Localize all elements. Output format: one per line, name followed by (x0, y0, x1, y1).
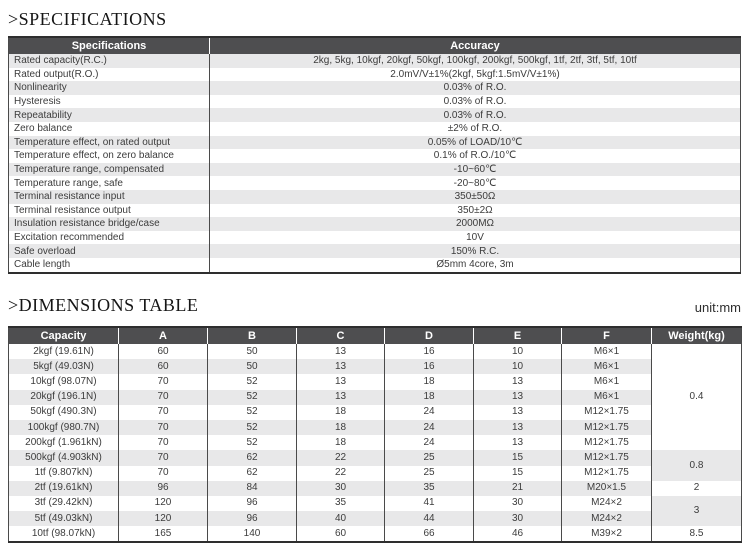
dim-f-cell: M24×2 (562, 496, 652, 511)
dim-e-cell: 13 (474, 374, 562, 389)
spec-name-cell: Excitation recommended (14, 232, 125, 244)
spec-value-cell: 0.1% of R.O./10℃ (210, 149, 741, 163)
dimension-row (9, 374, 742, 389)
dimension-row (9, 496, 742, 511)
dim-c-cell: 60 (297, 526, 385, 542)
dim-b-cell: 52 (208, 420, 297, 435)
spec-row (9, 258, 741, 273)
dim-c-cell: 13 (297, 344, 385, 359)
specifications-header-row (9, 37, 741, 54)
spec-row (9, 149, 741, 163)
dim-b-cell: 84 (208, 481, 297, 496)
dim-c-cell: 30 (297, 481, 385, 496)
col-header-d: D (385, 327, 474, 344)
spec-value-cell: Ø5mm 4core, 3m (210, 258, 741, 273)
dim-a-cell: 70 (119, 466, 208, 481)
spec-value-cell: 2.0mV/V±1%(2kgf, 5kgf:1.5mV/V±1%) (210, 68, 741, 82)
capacity-cell: 3tf (29.42kN) (34, 497, 93, 509)
dim-c-cell: 18 (297, 420, 385, 435)
dim-e-cell: 13 (474, 405, 562, 420)
weight-cell: 0.8 (652, 450, 742, 480)
dim-e-cell: 21 (474, 481, 562, 496)
dim-b-cell: 62 (208, 450, 297, 465)
spec-row (9, 176, 741, 190)
dimensions-table (8, 326, 742, 543)
dim-a-cell: 70 (119, 390, 208, 405)
dim-d-cell: 16 (385, 359, 474, 374)
dim-e-cell: 15 (474, 466, 562, 481)
spec-value-cell: 2kg, 5kg, 10kgf, 20kgf, 50kgf, 100kgf, 200kgf, 500kgf, 1tf, 2tf, 3tf, 5tf, 10tf (210, 54, 741, 68)
weight-cell: 3 (652, 496, 742, 526)
dim-c-cell: 18 (297, 435, 385, 450)
dim-b-cell: 140 (208, 526, 297, 542)
spec-row (9, 217, 741, 231)
spec-value-cell: 350±2Ω (210, 204, 741, 218)
dim-f-cell: M12×1.75 (562, 405, 652, 420)
dim-e-cell: 15 (474, 450, 562, 465)
spec-name-cell: Temperature range, safe (14, 177, 123, 189)
spec-row (9, 95, 741, 109)
spec-name-cell: Zero balance (14, 123, 73, 135)
spec-value-cell: 0.03% of R.O. (210, 95, 741, 109)
dim-f-cell: M6×1 (562, 374, 652, 389)
spec-row (9, 136, 741, 150)
dim-d-cell: 24 (385, 420, 474, 435)
dim-d-cell: 16 (385, 344, 474, 359)
spec-value-cell: 0.03% of R.O. (210, 81, 741, 95)
capacity-cell: 50kgf (490.3N) (30, 406, 97, 418)
dimensions-title: >DIMENSIONS TABLE (8, 295, 199, 315)
spec-name-cell: Temperature range, compensated (9, 163, 210, 177)
dim-c-cell: 13 (297, 374, 385, 389)
col-header-f: F (562, 327, 652, 344)
spec-value-cell: 0.05% of LOAD/10℃ (210, 136, 741, 150)
dim-a-cell: 60 (119, 344, 208, 359)
spec-row (9, 108, 741, 122)
dim-f-cell: M24×2 (562, 511, 652, 526)
dim-c-cell: 18 (297, 405, 385, 420)
dim-e-cell: 13 (474, 420, 562, 435)
col-header-accuracy: Accuracy (210, 37, 741, 54)
dim-c-cell: 13 (297, 359, 385, 374)
capacity-cell: 1tf (9.807kN) (34, 467, 93, 479)
spec-name-cell: Terminal resistance input (9, 190, 210, 204)
dim-b-cell: 96 (208, 511, 297, 526)
col-header-c: C (297, 327, 385, 344)
capacity-cell: 20kgf (196.1N) (9, 390, 119, 405)
dim-b-cell: 52 (208, 435, 297, 450)
dim-a-cell: 60 (119, 359, 208, 374)
dim-b-cell: 62 (208, 466, 297, 481)
dim-e-cell: 13 (474, 390, 562, 405)
dim-e-cell: 46 (474, 526, 562, 542)
spec-value-cell: 2000MΩ (210, 217, 741, 231)
col-header-specifications: Specifications (9, 37, 210, 54)
col-header-capacity: Capacity (9, 327, 119, 344)
spec-name-cell: Safe overload (9, 244, 210, 258)
dim-f-cell: M12×1.75 (562, 435, 652, 450)
dim-c-cell: 35 (297, 496, 385, 511)
dimension-row (9, 420, 742, 435)
dimension-row (9, 435, 742, 450)
col-header-weight: Weight(kg) (652, 327, 742, 344)
dim-f-cell: M39×2 (562, 526, 652, 542)
dim-d-cell: 44 (385, 511, 474, 526)
col-header-a: A (119, 327, 208, 344)
capacity-cell: 2tf (19.61kN) (9, 481, 119, 496)
capacity-cell: 2kgf (19.61N) (33, 345, 94, 357)
dim-d-cell: 41 (385, 496, 474, 511)
dim-f-cell: M12×1.75 (562, 466, 652, 481)
dim-f-cell: M12×1.75 (562, 450, 652, 465)
dim-d-cell: 25 (385, 450, 474, 465)
dimension-row (9, 390, 742, 405)
dim-e-cell: 10 (474, 344, 562, 359)
dim-e-cell: 13 (474, 435, 562, 450)
dim-d-cell: 66 (385, 526, 474, 542)
spec-row (9, 54, 741, 68)
spec-name-cell: Rated capacity(R.C.) (9, 54, 210, 68)
spec-name-cell: Temperature effect, on zero balance (14, 150, 174, 162)
dim-e-cell: 10 (474, 359, 562, 374)
specifications-table (8, 36, 741, 274)
dimension-row (9, 481, 742, 496)
dim-a-cell: 70 (119, 374, 208, 389)
dim-b-cell: 96 (208, 496, 297, 511)
dim-b-cell: 52 (208, 390, 297, 405)
dim-a-cell: 120 (119, 511, 208, 526)
capacity-cell: 10tf (98.07kN) (31, 527, 96, 539)
dim-b-cell: 52 (208, 405, 297, 420)
dim-a-cell: 70 (119, 435, 208, 450)
dim-f-cell: M6×1 (562, 344, 652, 359)
spec-value-cell: 150% R.C. (210, 244, 741, 258)
dim-d-cell: 18 (385, 374, 474, 389)
dim-f-cell: M6×1 (562, 390, 652, 405)
spec-name-cell: Nonlinearity (9, 81, 210, 95)
dim-c-cell: 22 (297, 466, 385, 481)
capacity-cell: 5kgf (49.03N) (9, 359, 119, 374)
spec-name-cell: Hysteresis (14, 96, 61, 108)
capacity-cell: 10kgf (98.07N) (30, 375, 97, 387)
spec-name-cell: Temperature effect, on rated output (9, 136, 210, 150)
spec-name-cell: Repeatability (9, 108, 210, 122)
dim-d-cell: 35 (385, 481, 474, 496)
capacity-cell: 200kgf (1.961kN) (25, 436, 102, 448)
dimension-row (9, 511, 742, 526)
dim-e-cell: 30 (474, 511, 562, 526)
spec-row (9, 122, 741, 136)
dim-a-cell: 70 (119, 450, 208, 465)
specifications-title: >SPECIFICATIONS (8, 9, 167, 29)
spec-row (9, 244, 741, 258)
dim-d-cell: 25 (385, 466, 474, 481)
dim-b-cell: 50 (208, 344, 297, 359)
dim-c-cell: 13 (297, 390, 385, 405)
col-header-b: B (208, 327, 297, 344)
dim-c-cell: 40 (297, 511, 385, 526)
spec-row (9, 81, 741, 95)
capacity-cell: 100kgf (980.7N) (9, 420, 119, 435)
spec-row (9, 190, 741, 204)
dimension-row (9, 344, 742, 359)
dimension-row (9, 526, 742, 542)
dim-a-cell: 96 (119, 481, 208, 496)
dimension-row (9, 450, 742, 465)
spec-value-cell: ±2% of R.O. (210, 122, 741, 136)
dim-f-cell: M6×1 (562, 359, 652, 374)
spec-value-cell: 350±50Ω (210, 190, 741, 204)
dim-a-cell: 70 (119, 405, 208, 420)
weight-cell: 2 (652, 481, 742, 496)
weight-cell: 0.4 (652, 344, 742, 450)
spec-name-cell: Terminal resistance output (14, 204, 131, 216)
dim-d-cell: 18 (385, 390, 474, 405)
spec-name-cell: Cable length (14, 259, 71, 271)
spec-name-cell: Insulation resistance bridge/case (9, 217, 210, 231)
spec-value-cell: -10~60℃ (210, 163, 741, 177)
col-header-e: E (474, 327, 562, 344)
dim-d-cell: 24 (385, 405, 474, 420)
dim-f-cell: M12×1.75 (562, 420, 652, 435)
dimension-row (9, 466, 742, 481)
spec-row (9, 68, 741, 82)
dim-a-cell: 70 (119, 420, 208, 435)
dim-e-cell: 30 (474, 496, 562, 511)
dim-d-cell: 24 (385, 435, 474, 450)
spec-value-cell: 10V (210, 231, 741, 245)
spec-value-cell: -20~80℃ (210, 176, 741, 190)
spec-name-cell: Rated output(R.O.) (14, 68, 99, 80)
capacity-cell: 5tf (49.03kN) (9, 511, 119, 526)
dim-f-cell: M20×1.5 (562, 481, 652, 496)
dim-b-cell: 52 (208, 374, 297, 389)
spec-row (9, 204, 741, 218)
dimensions-header-row (9, 327, 742, 344)
dim-c-cell: 22 (297, 450, 385, 465)
spec-row (9, 163, 741, 177)
unit-label: unit:mm (694, 300, 741, 315)
capacity-cell: 500kgf (4.903kN) (9, 450, 119, 465)
dimension-row (9, 359, 742, 374)
dimension-row (9, 405, 742, 420)
spec-value-cell: 0.03% of R.O. (210, 108, 741, 122)
dim-b-cell: 50 (208, 359, 297, 374)
dim-a-cell: 120 (119, 496, 208, 511)
dim-a-cell: 165 (119, 526, 208, 542)
weight-cell: 8.5 (652, 526, 742, 542)
spec-row (9, 231, 741, 245)
